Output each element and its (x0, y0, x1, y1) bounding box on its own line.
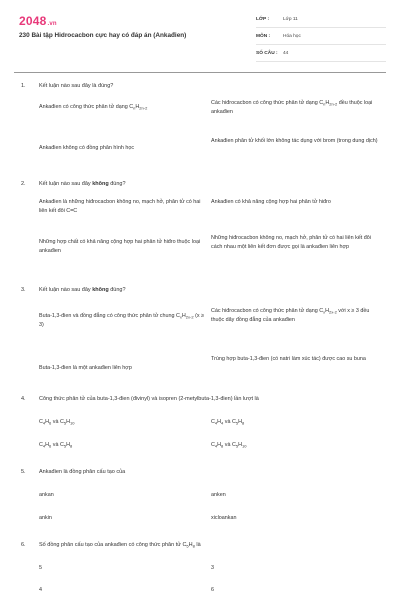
option-b[interactable]: anken (211, 492, 226, 498)
question-number: 1. (21, 83, 26, 89)
question-number: 5. (21, 469, 26, 475)
document-title: 230 Bài tập Hidrocacbon cực hay có đáp án (Ankađien) (19, 32, 187, 39)
header-divider (14, 72, 386, 73)
question-stem: 4. Công thức phân tử của buta-1,3-đien (đivinyl) và isopren (2-metylbuta-1,3-đien) lần lượt là (21, 396, 259, 402)
option-d[interactable]: Những hiđrocacbon không no, mạch hở, phân tử có hai liên kết đôi cách nhau một liên kết đơn được gọi là ankađien liên hợp (211, 235, 371, 250)
site-logo[interactable]: 2048.vn (19, 14, 57, 28)
option-b[interactable]: Ankađien có khả năng cộng hợp hai phân tử hiđro (211, 199, 331, 205)
question-stem: 5. Ankađien là đồng phân cấu tạo của (21, 469, 126, 475)
document-meta (256, 14, 386, 65)
option-a[interactable]: Ankađien có công thức phân tử dạng $C_nH_{2n-2}$ (39, 104, 148, 111)
option-a[interactable]: 5 (39, 565, 42, 571)
meta-row-subject (256, 31, 386, 45)
question-6 (21, 541, 381, 593)
logo-domain: .vn (47, 21, 57, 27)
option-c[interactable]: Những hợp chất có khả năng cộng hợp hai phân tử hiđro thuộc loại ankađien (39, 239, 201, 254)
option-c[interactable]: $C_4H_6$ và $C_5H_8$ (39, 442, 73, 449)
meta-value: 44 (283, 51, 289, 56)
option-b[interactable]: Các hiđrocacbon có công thức phân tử dạng $C_nH_{2n-2}$ đều thuộc loại ankađien (211, 100, 373, 115)
option-c[interactable]: 4 (39, 587, 42, 593)
question-stem: 6. Số đồng phân cấu tạo của ankađien có công thức phân tử $C_5H_8$ là (21, 542, 201, 549)
meta-value: Hóa học (283, 34, 301, 39)
option-a[interactable]: Ankađien là những hiđrocacbon không no, mạch hở, phân tử có hai liên kết đôi C=C (39, 199, 201, 214)
option-c[interactable]: Buta-1,3-đien là một ankađien liên hợp (39, 365, 132, 371)
question-stem: 2. Kết luận nào sau đây không đúng? (21, 181, 126, 187)
meta-label: LỚP : (256, 17, 270, 22)
option-c[interactable]: ankin (39, 515, 52, 521)
option-d[interactable]: Trùng hợp buta-1,3-đien (có natri làm xúc tác) được cao su buna (211, 356, 366, 362)
question-5 (21, 468, 381, 521)
question-4 (21, 395, 381, 449)
question-stem: 3. Kết luận nào sau đây không đúng? (21, 287, 126, 293)
question-2 (21, 180, 381, 254)
meta-row-class (256, 14, 386, 28)
option-d[interactable]: $C_4H_8$ và $C_5H_{10}$ (211, 442, 247, 449)
question-number: 2. (21, 181, 26, 187)
question-number: 3. (21, 287, 26, 293)
option-a[interactable]: $C_4H_6$ và $C_5H_{10}$ (39, 419, 75, 426)
meta-row-count (256, 48, 386, 62)
meta-value: Lớp 11 (283, 17, 298, 22)
meta-label: MÔN : (256, 34, 271, 39)
question-number: 4. (21, 396, 26, 402)
option-a[interactable]: Buta-1,3-đien và đồng đẳng có công thức phân tử chung $C_xH_{2x-2}$ (x ≥ 3) (39, 313, 205, 328)
question-stem: 1. Kết luận nào sau đây là đúng? (21, 83, 114, 89)
option-c[interactable]: Ankađien không có đồng phân hình học (39, 145, 135, 151)
option-b[interactable]: Các hiđrocacbon có công thức phân tử dạng $C_xH_{2x-2}$ với x ≥ 3 đều thuộc dãy đồng đẳng của ankađien (211, 308, 370, 323)
option-d[interactable]: 6 (211, 587, 214, 593)
option-d[interactable]: Ankađien phân tử khối lớn không tác dụng với brom (trong dung dịch) (211, 138, 378, 144)
document-header (0, 0, 400, 62)
option-d[interactable]: xicloankan (211, 515, 237, 521)
question-number: 6. (21, 542, 26, 548)
option-b[interactable]: $C_4H_4$ và $C_5H_8$ (211, 419, 245, 426)
question-1 (21, 82, 381, 151)
option-b[interactable]: 3 (211, 565, 214, 571)
meta-label: SỐ CÂU : (256, 51, 278, 56)
option-a[interactable]: ankan (39, 492, 54, 498)
question-3 (21, 286, 381, 371)
